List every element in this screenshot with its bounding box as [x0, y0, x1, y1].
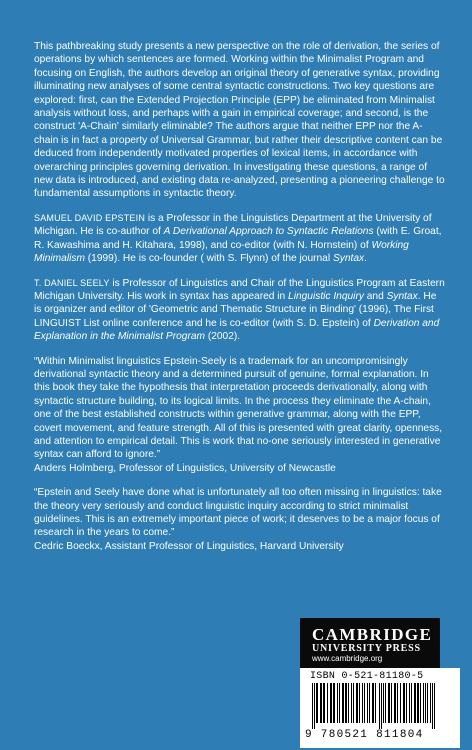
barcode-icon	[310, 683, 450, 729]
book-title: Working Minimalism	[34, 239, 409, 265]
publisher-url: www.cambridge.org	[312, 654, 383, 663]
endorsement-quote: “Epstein and Seely have done what is unfortunately all too often missing in linguistics: take the theory very seriously and conduct linguistic inquiry according to strict minimalist guidelines. This is an extremely important piece of work; it deserves to be a major focus of research in the years to come.”	[34, 487, 442, 539]
publisher-logo	[300, 618, 440, 668]
author-bio-epstein: SAMUEL DAVID EPSTEIN is a Professor in the Linguistics Department at the University of Michigan. He is co-author of A Derivational Approach to Syntactic Relations (with E. Groat, R. Kawashima and H. Kitahara, 1998), and co-editor (with N. Hornstein) of Working Minimalism (1999). He is co-founder ( with S. Flynn) of the journal Syntax.	[34, 212, 442, 265]
isbn-barcode-panel	[300, 668, 460, 748]
journal-title: Linguistic Inquiry	[288, 290, 364, 302]
journal-title: Syntax	[332, 253, 365, 265]
description-paragraph: This pathbreaking study presents a new perspective on the role of derivation, the series of operations by which sentences are formed. Working within the Minimalist Program and focusing on English, the authors develop an original theory of generative syntax, providing illuminating new analyses of some central syntactic constructions. Two key questions are explored: first, can the Extended Projection Principle (EPP) be eliminated from Minimalist analysis without loss, and perhaps with a gain in empirical coverage; and second, is the construct 'A-Chain' similarly eliminable? The authors argue that neither EPP nor the A-chain is in fact a property of Universal Grammar, but rather their descriptive content can be deduced from independently motivated properties of lexical items, in accordance with overarching principles governing derivation. In investigating these questions, a range of new data is introduced, and existing data re-analyzed, presenting a pioneering challenge to fundamental assumptions in syntactic theory.	[34, 41, 445, 200]
book-title: A Derivational Approach to Syntactic Relations	[163, 226, 374, 238]
isbn-label: ISBN 0-521-81180-5	[310, 671, 424, 682]
publisher-subtitle: UNIVERSITY PRESS	[312, 643, 421, 654]
book-blurb	[34, 40, 446, 564]
author-bio-seely: T. DANIEL SEELY is Professor of Linguistics and Chair of the Linguistics Program at Eastern Michigan University. His work in syntax has appeared in Linguistic Inquiry and Syntax. He is organizer and editor of 'Geometric and Thematic Structure in Binding' (1996), The First LINGUIST List online conference and he is co-editor (with S. D. Epstein) of Derivation and Explanation in the Minimalist Program (2002).	[34, 277, 445, 343]
endorsement-attribution: Cedric Boeckx, Assistant Professor of Linguistics, Harvard University	[34, 540, 344, 552]
endorsement-quote: “Within Minimalist linguistics Epstein-Seely is a trademark for an uncompromisingly derivational syntactic theory and a determined pursuit of genuine, formal explanation. In this book they take the hypothesis that interpretation proceeds derivationally, along with syntactic structure building, to its logical limits. In the process they eliminate the A-chain, one of the best established constructs within generative grammar, along with the EPP, covert movement, and feature strength. All of this is presented with great clarity, openness, and attention to empirical detail. This is work that no-one seriously interested in generative syntax can afford to ignore.”	[34, 355, 443, 461]
endorsement-attribution: Anders Holmberg, Professor of Linguistics, University of Newcastle	[34, 462, 336, 474]
barcode-digits: 9 780521 811804	[305, 729, 424, 741]
publisher-name: CAMBRIDGE	[312, 625, 433, 644]
author-name: SAMUEL DAVID EPSTEIN	[34, 212, 146, 223]
author-name: T. DANIEL SEELY	[34, 277, 110, 288]
book-title: Derivation and Explanation in the Minimalist Program	[34, 317, 440, 343]
journal-title: Syntax	[386, 290, 418, 302]
